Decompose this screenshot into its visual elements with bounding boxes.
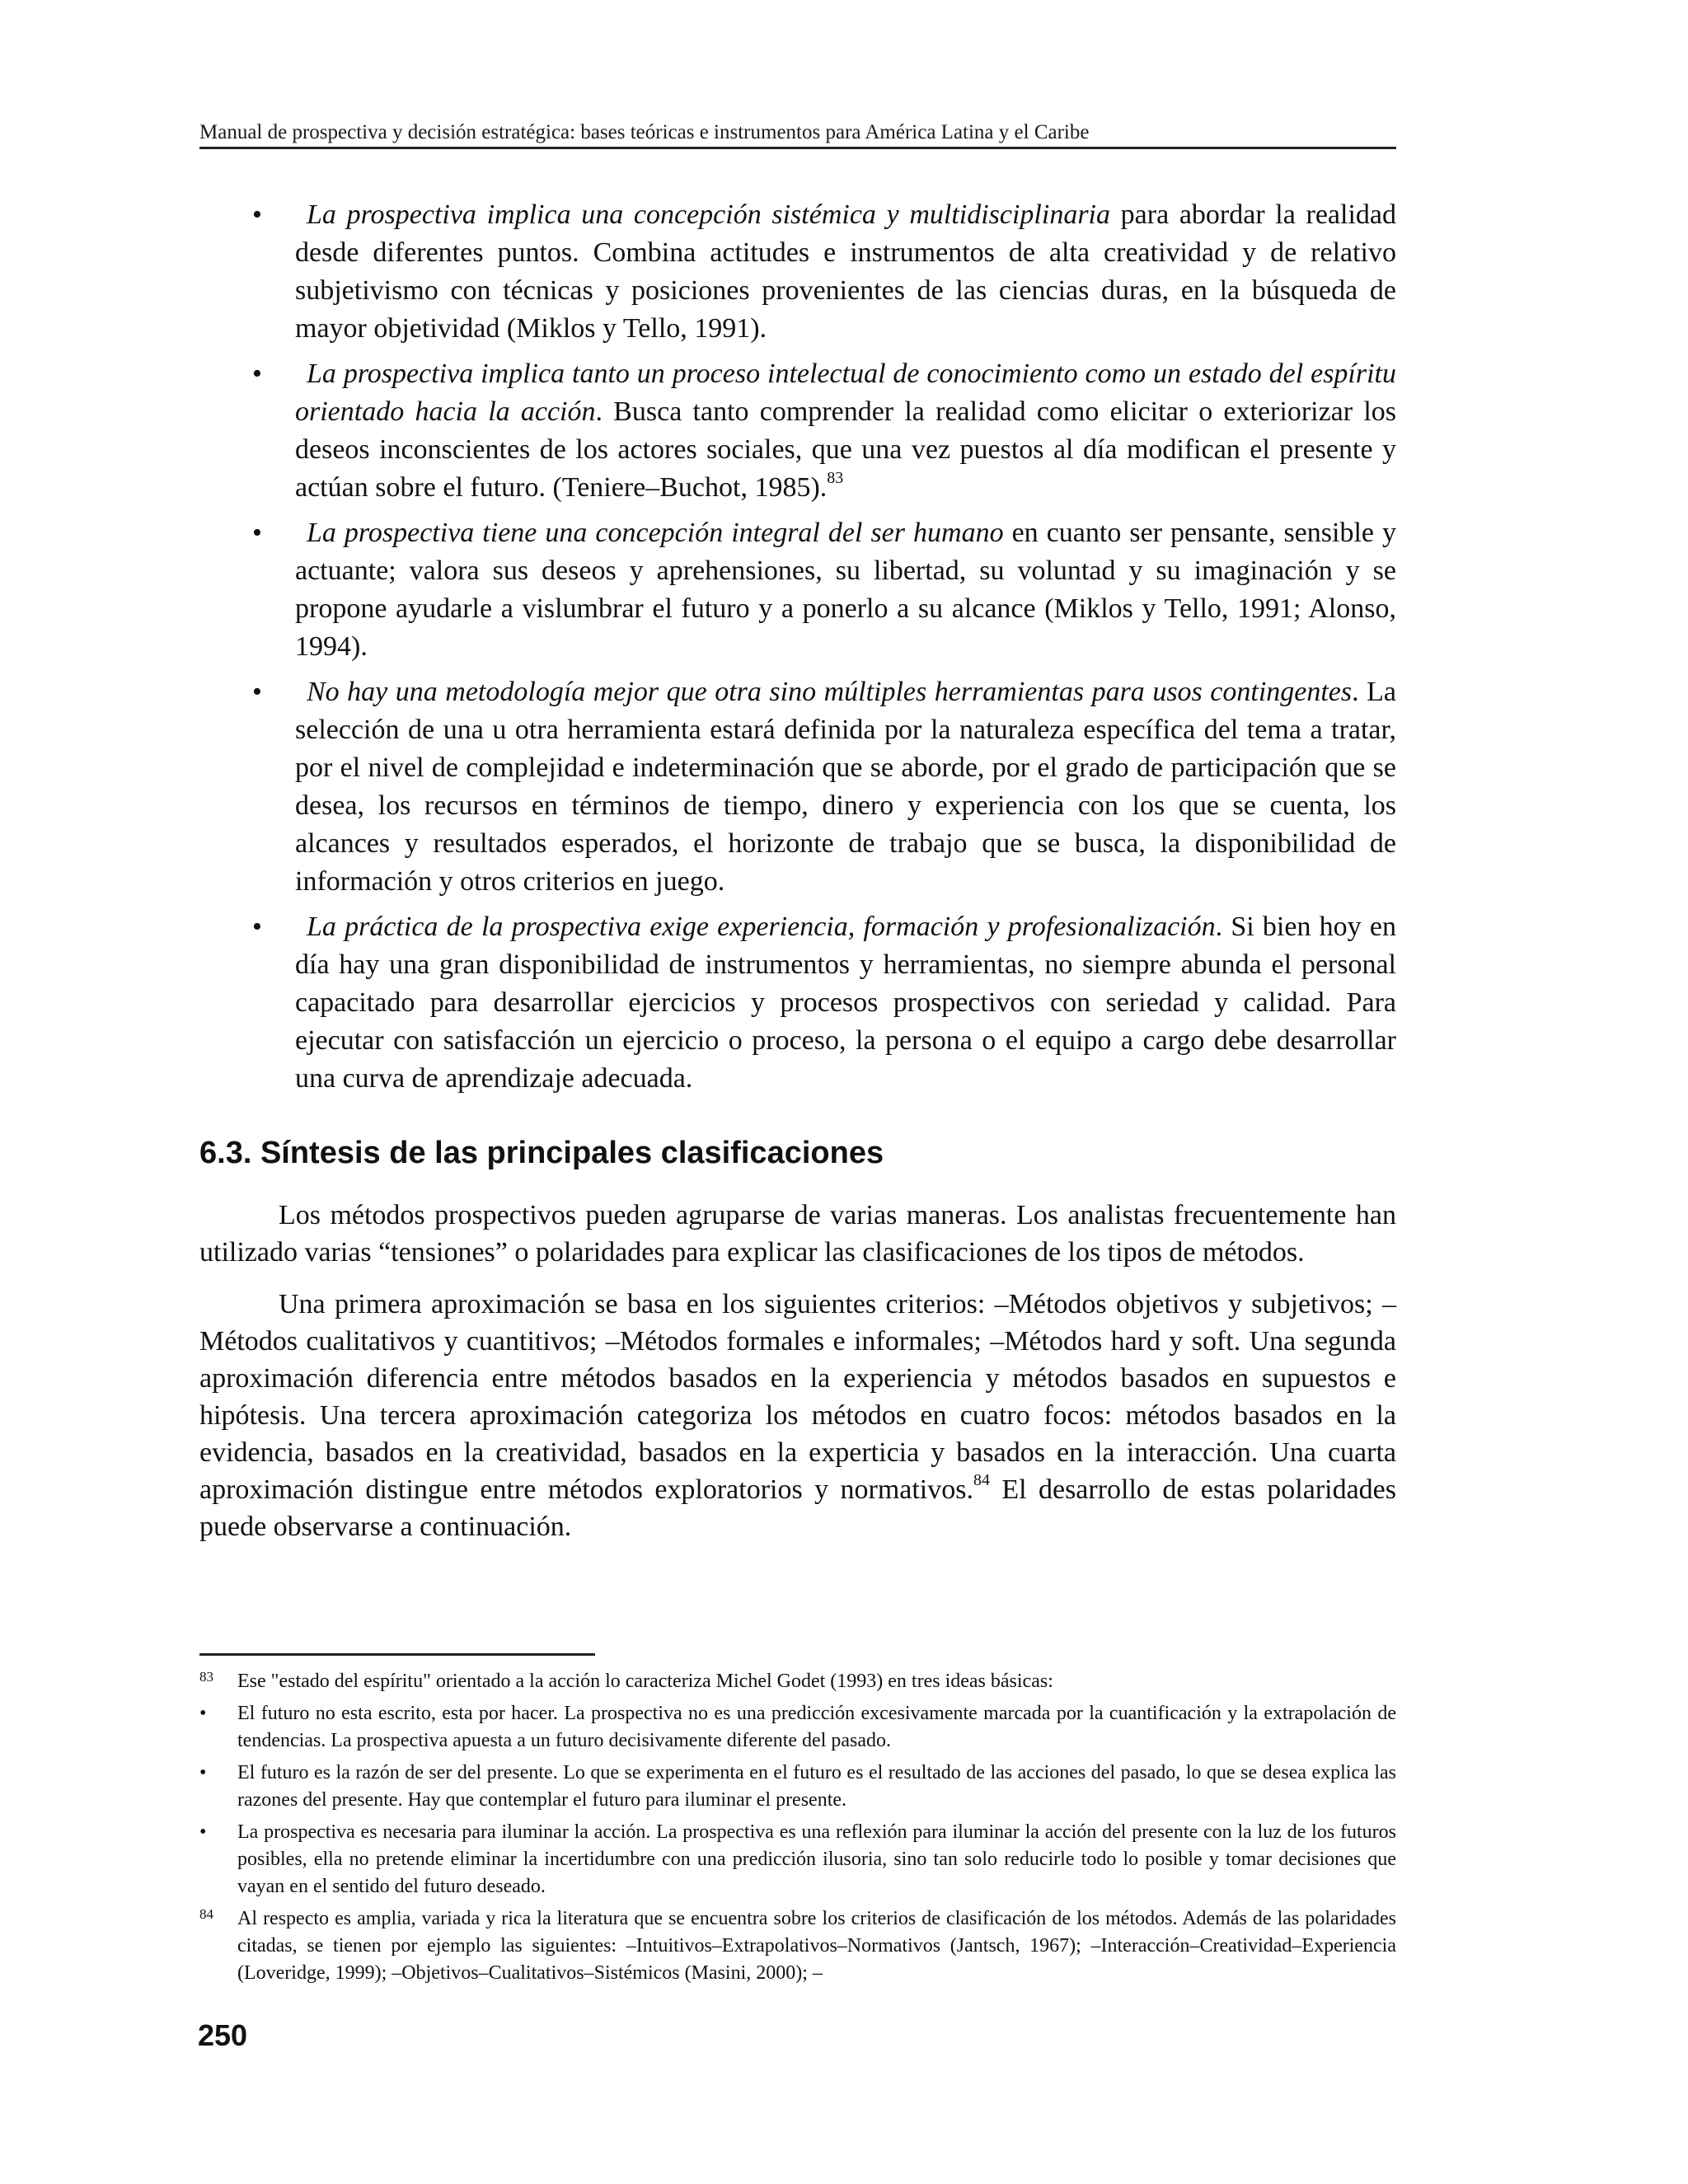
main-content: [199, 196, 1396, 1560]
footnote-number: 83: [199, 1669, 213, 1685]
page-number: 250: [198, 2018, 248, 2052]
running-header: Manual de prospectiva y decisión estratégica: bases teóricas e instrumentos para América Latina y el Caribe: [199, 121, 1090, 143]
list-item: [199, 673, 1396, 901]
bullet-icon: •: [252, 912, 262, 942]
footnote-number: 84: [199, 1906, 213, 1922]
list-item: [199, 355, 1396, 507]
principles-list: [199, 196, 1396, 1098]
footnote-text: Al respecto es amplia, variada y rica la literatura que se encuentra sobre los criterios de clasificación de los métodos. Además de las polaridades citadas, se tienen por ejemplo las siguientes: –Intuitivos–Extrapolativos–Normativos (Jantsch, 1967); –Interacción–Creatividad–Experiencia (Loveridge, 1999); –Objetivos–Cualitativos–Sistémicos (Masini, 2000); –: [237, 1908, 1396, 1984]
footnote-rule: [199, 1653, 595, 1656]
bullet-lead: La prospectiva implica tanto un proceso intelectual de conocimiento como un estado del espíritu orientado hacia la acción: [295, 359, 1396, 427]
bullet-text: . Busca tanto comprender la realidad como elicitar o exteriorizar los deseos inconscientes de los actores sociales, que una vez puestos al día modifican el presente y actúan sobre el futuro. (Teniere–Buchot, 1985).: [295, 396, 1397, 503]
bullet-icon: •: [199, 1703, 207, 1724]
list-item: [199, 1700, 1396, 1755]
list-item: [199, 908, 1396, 1098]
list-item: [199, 1760, 1396, 1814]
paragraph: [199, 1286, 1396, 1545]
header-rule: [199, 147, 1396, 149]
bullet-text: . La selección de una u otra herramienta estará definida por la naturaleza específica del tema a tratar, por el nivel de complejidad e indeterminación que se aborde, por el grado de participación que se desea, los recursos en términos de tiempo, dinero y experiencia con los que se cuenta, los alcances y resultados esperados, el horizonte de trabajo que se busca, la disponibilidad de información y otros criterios en juego.: [295, 677, 1397, 897]
bullet-lead: La práctica de la prospectiva exige experiencia, formación y profesionalización: [307, 912, 1216, 942]
list-item: [199, 1819, 1396, 1900]
bullet-lead: La prospectiva tiene una concepción integral del ser humano: [307, 518, 1004, 548]
bullet-icon: •: [199, 1821, 207, 1843]
footnote-text: Ese "estado del espíritu" orientado a la acción lo caracteriza Michel Godet (1993) en tres ideas básicas:: [237, 1671, 1053, 1692]
bullet-lead: La prospectiva implica una concepción sistémica y multidisciplinaria: [307, 199, 1110, 230]
footnotes: [199, 1668, 1396, 1992]
bullet-icon: •: [252, 518, 262, 548]
bullet-text: en cuanto ser pensante, sensible y actuante; valora sus deseos y aprehensiones, su libertad, su voluntad y su imaginación y se propone ayudarle a vislumbrar el futuro y a ponerlo a su alcance (Miklos y Tello, 1991; Alonso, 1994).: [295, 518, 1397, 662]
footnote-84: [199, 1905, 1396, 1987]
paragraph-text: Una primera aproximación se basa en los siguientes criterios: –Métodos objetivos y subjetivos; –Métodos cualitativos y cuantitivos; –Métodos formales e informales; –Métodos hard y soft. Una segunda aproximación diferencia entre métodos basados en la experiencia y métodos basados en supuestos e hipótesis. Una tercera aproximación categoriza los métodos en cuatro focos: métodos basados en la evidencia, basados en la creatividad, basados en la experticia y basados en la interacción. Una cuarta aproximación distingue entre métodos exploratorios y normativos.: [199, 1289, 1396, 1505]
paragraph-text: El desarrollo de estas polaridades puede observarse a continuación.: [199, 1474, 1396, 1542]
bullet-icon: •: [252, 359, 262, 389]
footnote-ref-84[interactable]: 84: [973, 1471, 990, 1489]
list-item: [199, 514, 1396, 666]
bullet-lead: No hay una metodología mejor que otra sino múltiples herramientas para usos contingentes: [307, 677, 1353, 707]
footnote-ref-83[interactable]: 83: [827, 469, 844, 487]
footnote-83: [199, 1668, 1396, 1695]
bullet-text: para abordar la realidad desde diferentes puntos. Combina actitudes e instrumentos de alta creatividad y de relativo subjetivismo con técnicas y posiciones provenientes de las ciencias duras, en la búsqueda de mayor objetividad (Miklos y Tello, 1991).: [295, 199, 1396, 344]
section-heading: 6.3. Síntesis de las principales clasificaciones: [199, 1136, 884, 1170]
footnote-item-text: El futuro no esta escrito, esta por hacer. La prospectiva no es una predicción excesivamente marcada por la cuantificación y la extrapolación de tendencias. La prospectiva apuesta a un futuro decisivamente diferente del pasado.: [237, 1703, 1396, 1751]
footnote-item-text: El futuro es la razón de ser del presente. Lo que se experimenta en el futuro es el resultado de las acciones del pasado, lo que se desea explica las razones del presente. Hay que contemplar el futuro para iluminar el presente.: [237, 1762, 1396, 1811]
footnote-item-text: La prospectiva es necesaria para iluminar la acción. La prospectiva es una reflexión para iluminar la acción del presente con la luz de los futuros posibles, ella no pretende eliminar la incertidumbre con una predicción ilusoria, sino tan solo reducirle todo lo posible y tomar decisiones que vayan en el sentido del futuro deseado.: [237, 1821, 1396, 1897]
paragraph: Los métodos prospectivos pueden agruparse de varias maneras. Los analistas frecuentemente han utilizado varias “tensiones” o polaridades para explicar las clasificaciones de los tipos de métodos.: [199, 1200, 1396, 1268]
list-item: [199, 196, 1396, 348]
footnote-83-list: [199, 1700, 1396, 1900]
bullet-text: . Si bien hoy en día hay una gran disponibilidad de instrumentos y herramientas, no siempre abunda el personal capacitado para desarrollar ejercicios y procesos prospectivos con seriedad y calidad. Para ejecutar con satisfacción un ejercicio o proceso, la persona o el equipo a cargo debe desarrollar una curva de aprendizaje adecuada.: [295, 912, 1396, 1094]
bullet-icon: •: [199, 1762, 207, 1783]
bullet-icon: •: [252, 199, 262, 230]
bullet-icon: •: [252, 677, 262, 707]
